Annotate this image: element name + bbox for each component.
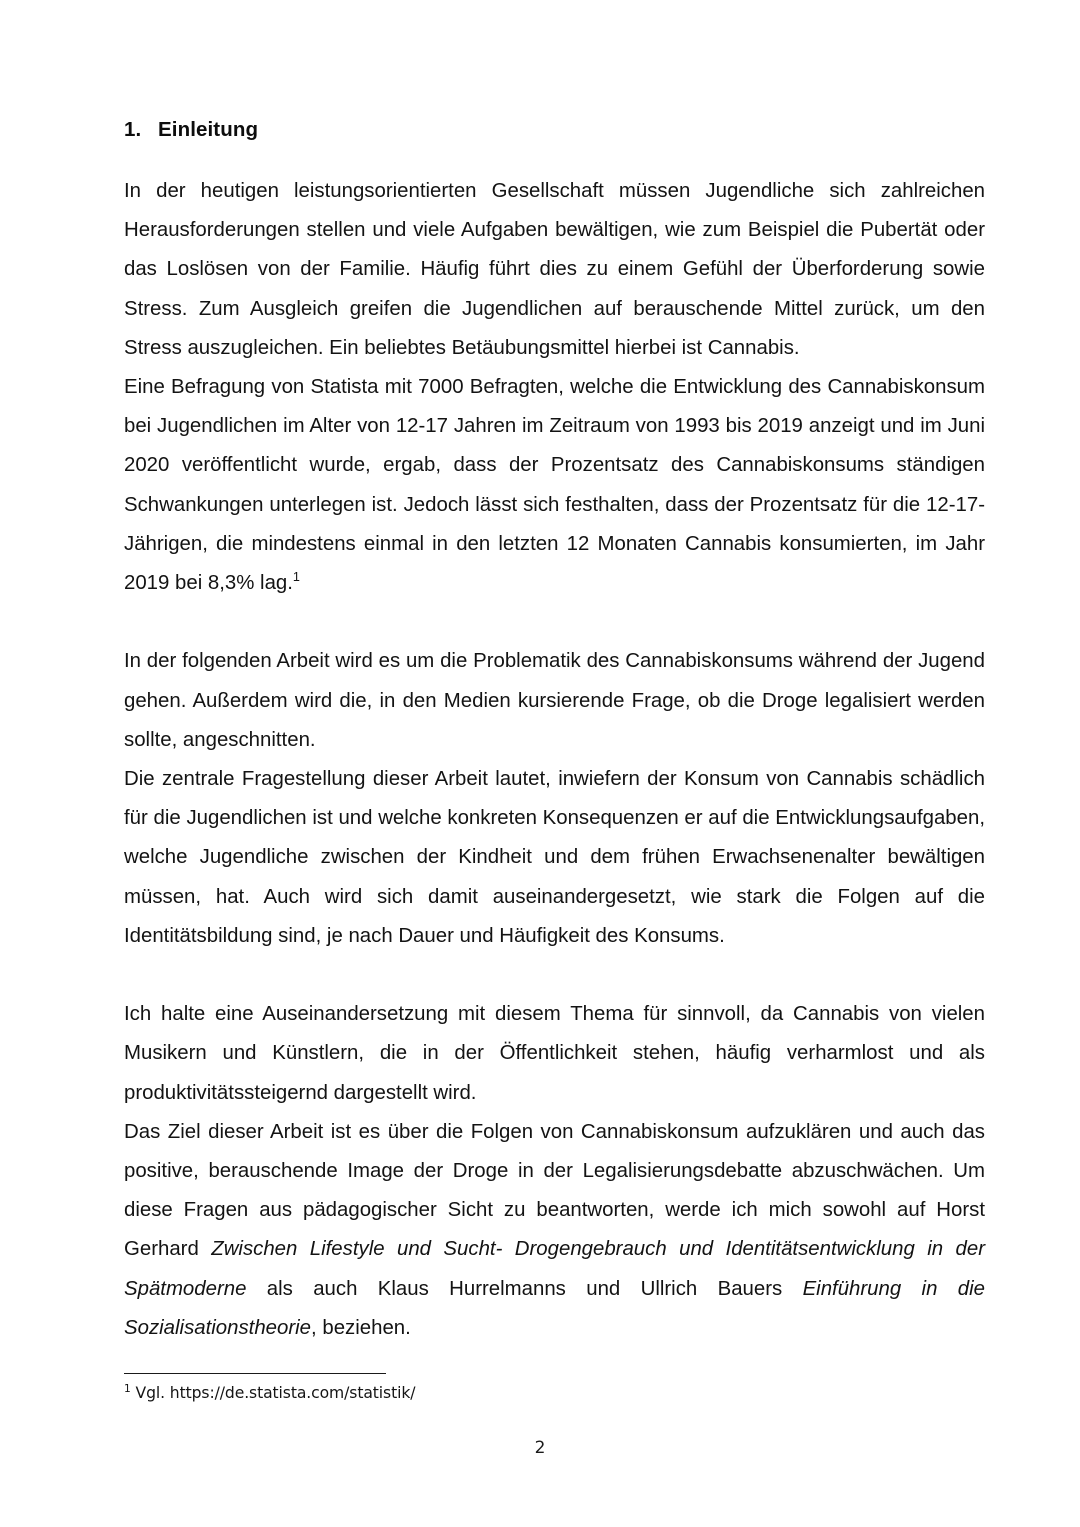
goal-text-part-2: als auch Klaus Hurrelmanns und Ullrich Bauers (246, 1277, 803, 1300)
footnote-reference-marker[interactable]: 1 (292, 570, 300, 585)
heading-text: Einleitung (158, 118, 259, 141)
paragraph-scope-of-work: In der folgenden Arbeit wird es um die Problematik des Cannabiskonsums während der Jugend gehen. Außerdem wird die, in den Medien kursierende Frage, ob die Droge legalisiert werden sollte, angeschnitten. (124, 650, 985, 751)
paragraph-intro-challenges: In der heutigen leistungsorientierten Gesellschaft müssen Jugendliche sich zahlreichen Herausforderungen stellen und viele Aufgaben bewältigen, wie zum Beispiel die Pubertät oder das Loslösen von der Familie. Häufig führt dies zu einem Gefühl der Überforderung sowie Stress. Zum Ausgleich greifen die Jugendlichen auf berauschende Mittel zurück, um den Stress auszugleichen. Ein beliebtes Betäubungsmittel hierbei ist Cannabis. (124, 180, 985, 359)
footnote-entry (124, 1383, 985, 1403)
paragraph-spacer-2 (124, 956, 985, 995)
page-title (124, 118, 985, 142)
paragraph-personal-motivation: Ich halte eine Auseinandersetzung mit diesem Thema für sinnvoll, da Cannabis von vielen Musikern und Künstlern, die in der Öffentlichkeit stehen, häufig verharmlost und als produktivitätssteigernd dargestellt wird. (124, 1003, 985, 1104)
page-content (124, 118, 985, 1348)
book-title-gerhard: Zwischen Lifestyle und Sucht- Drogengebrauch und Identitätsentwicklung in der Spätmoderne (124, 1238, 986, 1300)
goal-text-part-3: , beziehen. (311, 1316, 411, 1339)
footnote-area (124, 1373, 985, 1403)
footnote-number: 1 (124, 1382, 131, 1395)
goal-text-part-1: Das Ziel dieser Arbeit ist es über die Folgen von Cannabiskonsum aufzuklären und auch das positive, berauschende Image der Droge in der Legalisierungsdebatte abzuschwächen. Um diese Fragen aus pädagogischer Sicht zu beantworten, werde ich mich sowohl auf Horst Gerhard (124, 1120, 985, 1261)
paragraph-goal-and-sources (124, 1113, 985, 1348)
paragraph-research-question: Die zentrale Fragestellung dieser Arbeit lautet, inwiefern der Konsum von Cannabis schädlich für die Jugendlichen ist und welche konkreten Konsequenzen er auf die Entwicklungsaufgaben, welche Jugendliche zwischen der Kindheit und dem frühen Erwachsenenalter bewältigen müssen, hat. Auch wird sich damit auseinandergesetzt, wie stark die Folgen auf die Identitätsbildung sind, je nach Dauer und Häufigkeit des Konsums. (124, 768, 985, 947)
footnote-separator-rule (124, 1373, 386, 1374)
page-number: 2 (534, 1438, 546, 1458)
paragraph-statista-text: Eine Befragung von Statista mit 7000 Befragten, welche die Entwicklung des Cannabiskonsum bei Jugendlichen im Alter von 12-17 Jahren im Zeitraum von 1993 bis 2019 anzeigt und im Juni 2020 veröffentlicht wurde, ergab, dass der Prozentsatz des Cannabiskonsums ständigen Schwankungen unterlegen ist. Jedoch lässt sich festhalten, dass der Prozentsatz für die 12-17-Jährigen, die mindestens einmal in den letzten 12 Monaten Cannabis konsumierten, im Jahr 2019 bei 8,3% lag. (124, 376, 985, 595)
book-title-hurrelmann-bauer: Einführung in die Sozialisationstheorie (124, 1277, 985, 1339)
paragraph-spacer (124, 603, 985, 642)
footnote-source-url[interactable]: Vgl. https://de.statista.com/statistik/ (130, 1384, 416, 1402)
paragraph-statista-survey (124, 368, 985, 603)
heading-number: 1. (124, 118, 142, 141)
